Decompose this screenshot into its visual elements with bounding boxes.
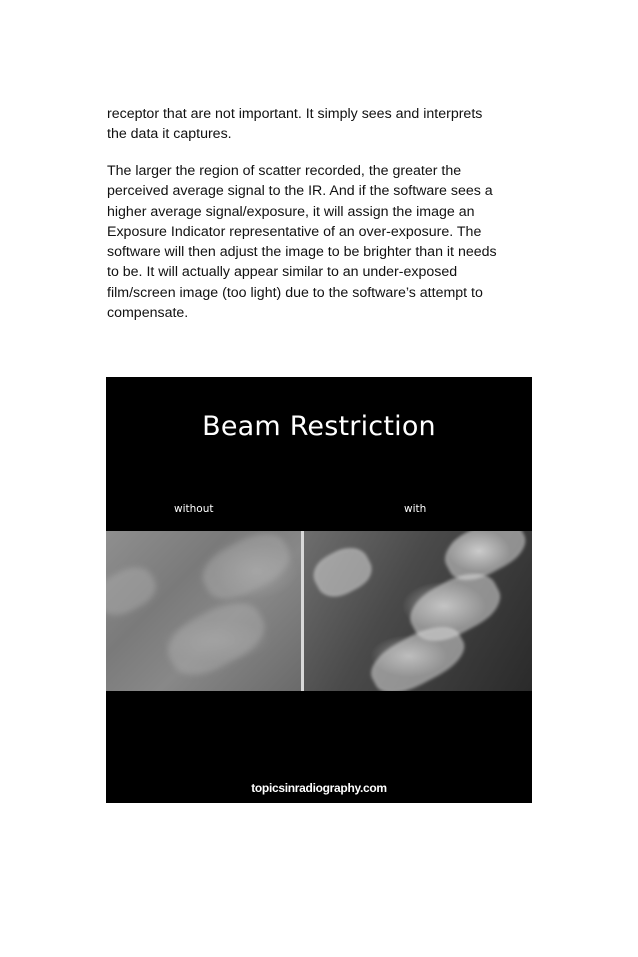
paragraph-line: The larger the region of scatter recorded, the greater the bbox=[107, 163, 462, 179]
vertebra-shape bbox=[195, 531, 298, 609]
paragraph-line: higher average signal/exposure, it will assign the image an bbox=[107, 203, 475, 220]
vertebra-shape bbox=[106, 559, 162, 622]
vertebra-shape bbox=[307, 540, 377, 604]
figure-label-with: with bbox=[404, 503, 427, 515]
paragraph-line: film/screen image (too light) due to the software’s attempt to bbox=[107, 284, 483, 301]
paragraph-line: compensate. bbox=[107, 305, 189, 322]
vertebra-shape bbox=[159, 591, 273, 687]
xray-with-collimation bbox=[304, 531, 532, 691]
figure-watermark: topicsinradiography.com bbox=[251, 781, 387, 795]
paragraph-1 bbox=[107, 104, 537, 145]
paragraph-2 bbox=[107, 161, 537, 323]
beam-restriction-figure bbox=[106, 377, 532, 803]
paragraph-line: perceived average signal to the IR. And if the software sees a bbox=[107, 183, 493, 200]
paragraph-line: software will then adjust the image to be brighter than it needs bbox=[107, 244, 497, 261]
figure-label-without: without bbox=[174, 503, 214, 515]
figure-title: Beam Restriction bbox=[202, 411, 436, 442]
paragraph-line: to be. It will actually appear similar to an under-exposed bbox=[107, 264, 458, 281]
paragraph-line: the data it captures. bbox=[107, 126, 232, 143]
paragraph-line: receptor that are not important. It simply sees and interprets bbox=[107, 106, 483, 122]
xray-without-collimation bbox=[106, 531, 301, 691]
paragraph-line: Exposure Indicator representative of an over-exposure. The bbox=[107, 223, 482, 240]
